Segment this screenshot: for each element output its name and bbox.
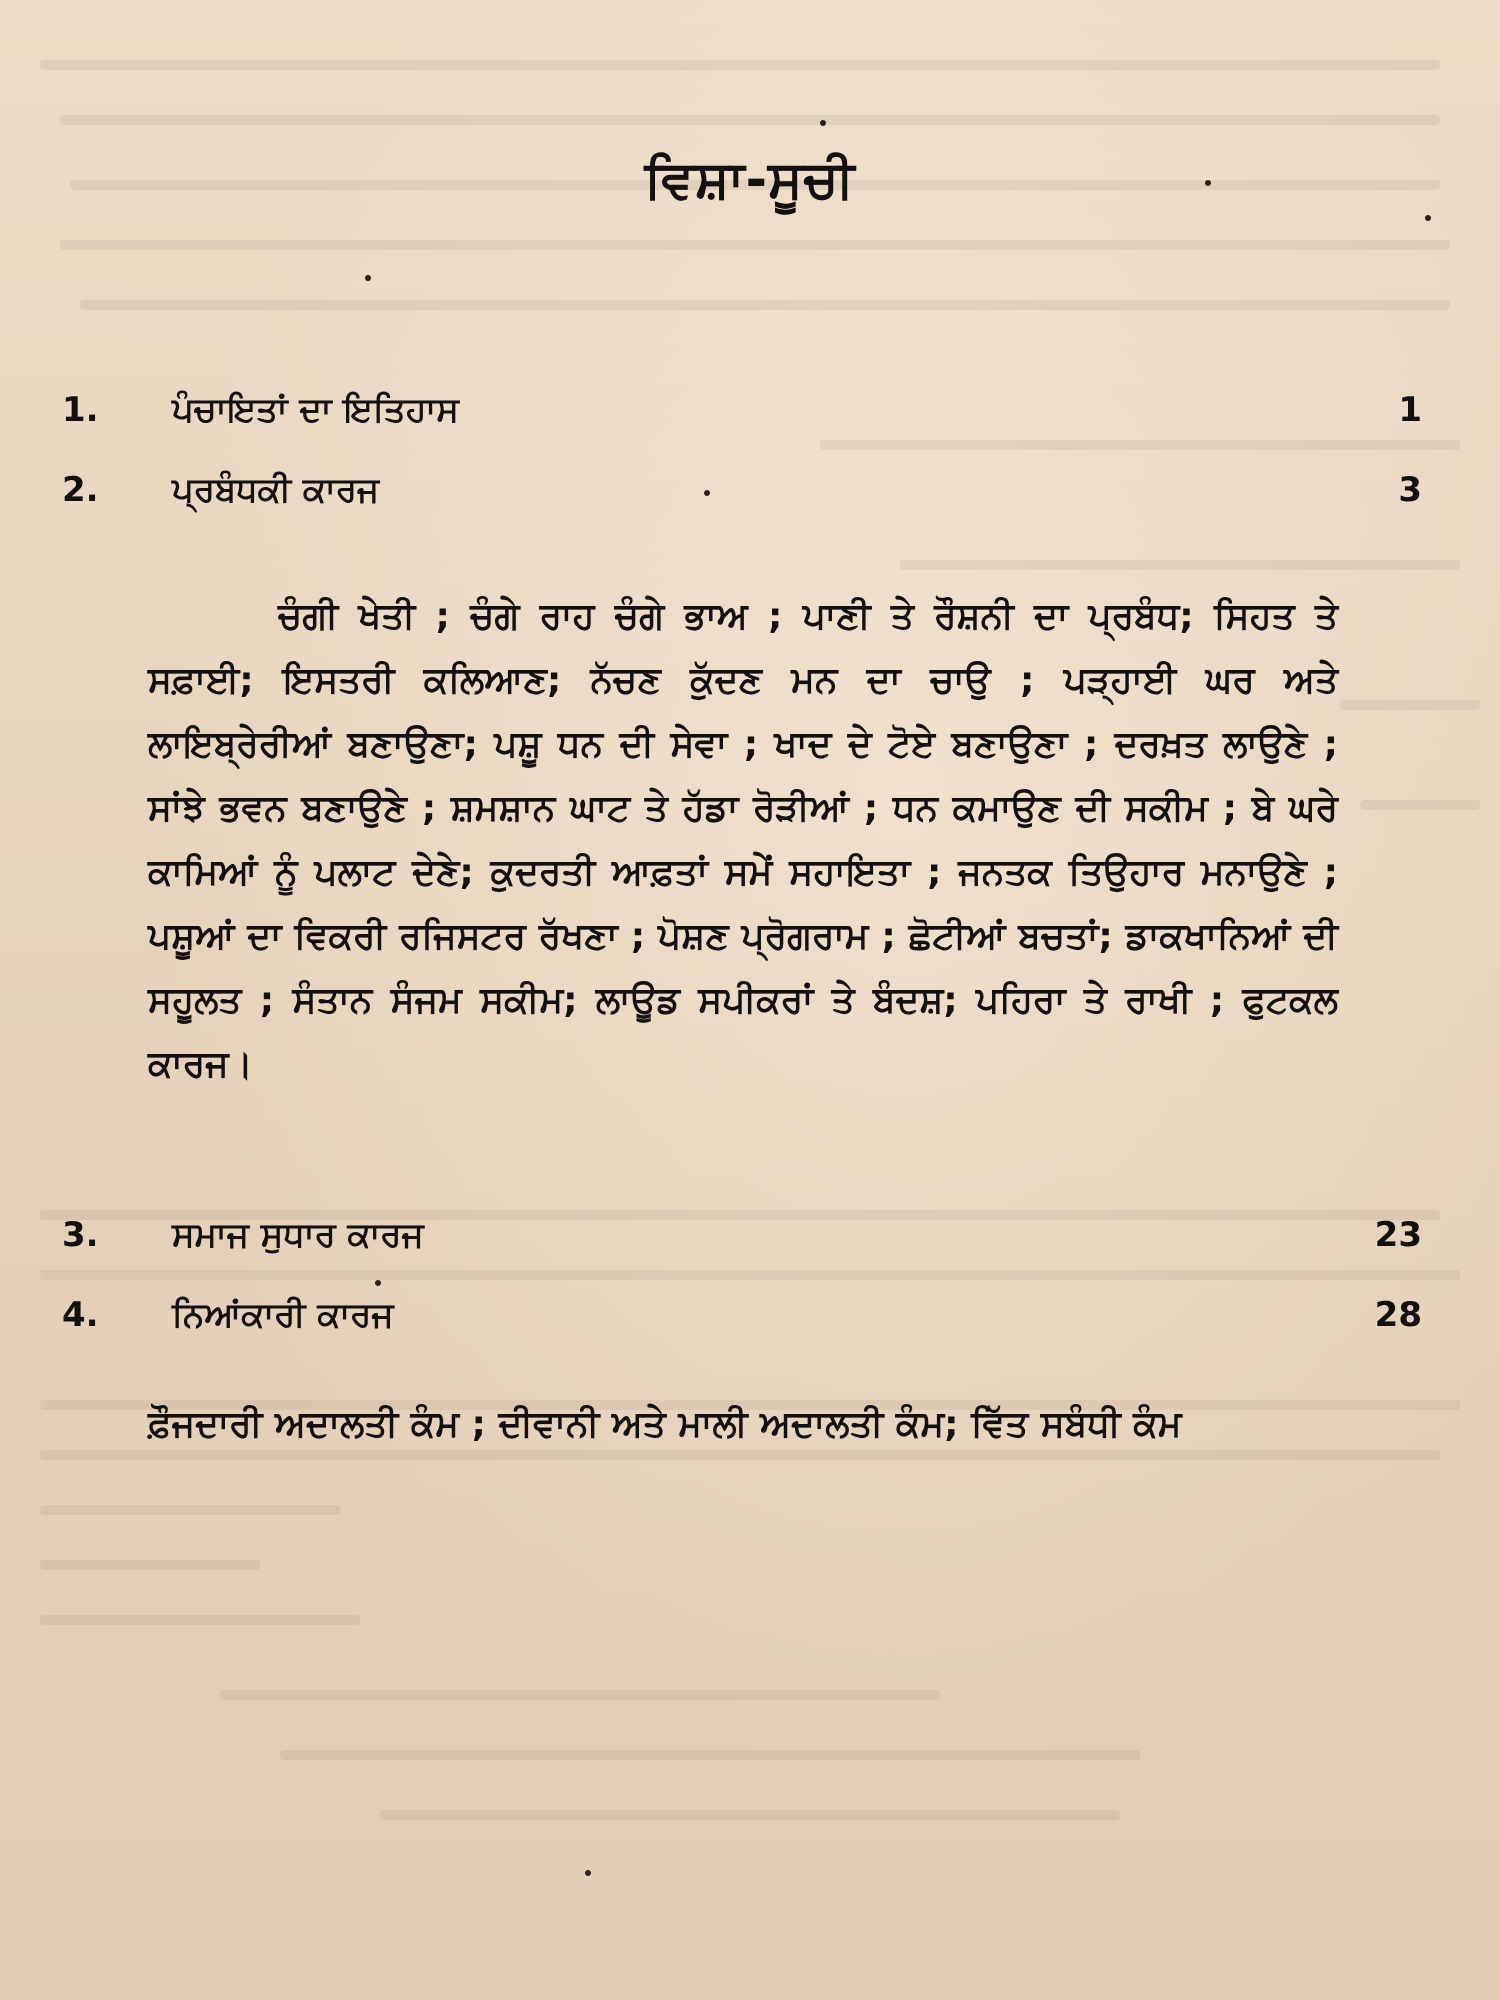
page-title: ਵਿਸ਼ਾ-ਸੂਚੀ — [644, 150, 856, 210]
toc-entry-number: 2. — [62, 470, 99, 510]
toc-entry-number: 3. — [62, 1215, 99, 1255]
toc-entry-label: ਸਮਾਜ ਸੁਧਾਰ ਕਾਰਜ — [172, 1215, 424, 1255]
section-2-details — [148, 585, 1338, 1097]
ink-speck — [820, 120, 826, 126]
section-2-details-text: ਚੰਗੀ ਖੇਤੀ ; ਚੰਗੇ ਰਾਹ ਚੰਗੇ ਭਾਅ ; ਪਾਣੀ ਤੇ ਰੌਸ਼ਨੀ ਦਾ ਪ੍ਰਬੰਧ; ਸਿਹਤ ਤੇ ਸਫ਼ਾਈ; ਇਸਤਰੀ ਕਲਿਆਣ; ਨੱਚਣ ਕੁੱਦਣ ਮਨ ਦਾ ਚਾਉ ; ਪੜ੍ਹਾਈ ਘਰ ਅਤੇ ਲਾਇਬ੍ਰੇਰੀਆਂ ਬਣਾਉਣਾ; ਪਸ਼ੂ ਧਨ ਦੀ ਸੇਵਾ ; ਖਾਦ ਦੇ ਟੋਏ ਬਣਾਉਣਾ ; ਦਰਖ਼ਤ ਲਾਉਣੇ ; ਸਾਂਝੇ ਭਵਨ ਬਣਾਉਣੇ ; ਸ਼ਮਸ਼ਾਨ ਘਾਟ ਤੇ ਹੱਡਾ ਰੋੜੀਆਂ ; ਧਨ ਕਮਾਉਣ ਦੀ ਸਕੀਮ ; ਬੇ ਘਰੇ ਕਾਮਿਆਂ ਨੂੰ ਪਲਾਟ ਦੇਣੇ; ਕੁਦਰਤੀ ਆਫ਼ਤਾਂ ਸਮੇਂ ਸਹਾਇਤਾ ; ਜਨਤਕ ਤਿਉਹਾਰ ਮਨਾਉਣੇ ; ਪਸ਼ੂਆਂ ਦਾ ਵਿਕਰੀ ਰਜਿਸਟਰ ਰੱਖਣਾ ; ਪੋਸ਼ਣ ਪ੍ਰੋਗਰਾਮ ; ਛੋਟੀਆਂ ਬਚਤਾਂ; ਡਾਕਖਾਨਿਆਂ ਦੀ ਸਹੂਲਤ ; ਸੰਤਾਨ ਸੰਜਮ ਸਕੀਮ; ਲਾਊਡ ਸਪੀਕਰਾਂ ਤੇ ਬੰਦਸ਼; ਪਹਿਰਾ ਤੇ ਰਾਖੀ ; ਫੁਟਕਲ ਕਾਰਜ। — [148, 596, 1338, 1085]
toc-entry — [62, 470, 1422, 526]
toc-entry — [62, 390, 1422, 446]
toc-entry-label: ਨਿਆਂਕਾਰੀ ਕਾਰਜ — [172, 1295, 394, 1335]
toc-entry-page: 1 — [1398, 390, 1422, 430]
toc-entry-page: 3 — [1398, 470, 1422, 510]
section-4-details: ਫ਼ੌਜਦਾਰੀ ਅਦਾਲਤੀ ਕੰਮ ; ਦੀਵਾਨੀ ਅਤੇ ਮਾਲੀ ਅਦਾਲਤੀ ਕੰਮ; ਵਿੱਤ ਸਬੰਧੀ ਕੰਮ — [148, 1404, 1182, 1445]
toc-entry-label: ਪ੍ਰਬੰਧਕੀ ਕਾਰਜ — [172, 470, 380, 510]
ink-speck — [365, 275, 371, 281]
toc-entry-number: 4. — [62, 1295, 99, 1335]
ink-speck — [1425, 215, 1431, 221]
toc-entry-number: 1. — [62, 390, 99, 430]
toc-entry-label: ਪੰਚਾਇਤਾਂ ਦਾ ਇਤਿਹਾਸ — [172, 390, 459, 430]
toc-entry — [62, 1215, 1422, 1271]
ink-speck — [585, 1870, 591, 1876]
toc-entry — [62, 1295, 1422, 1351]
toc-entry-page: 28 — [1374, 1295, 1422, 1335]
toc-entry-page: 23 — [1374, 1215, 1422, 1255]
ink-speck — [375, 1280, 381, 1286]
